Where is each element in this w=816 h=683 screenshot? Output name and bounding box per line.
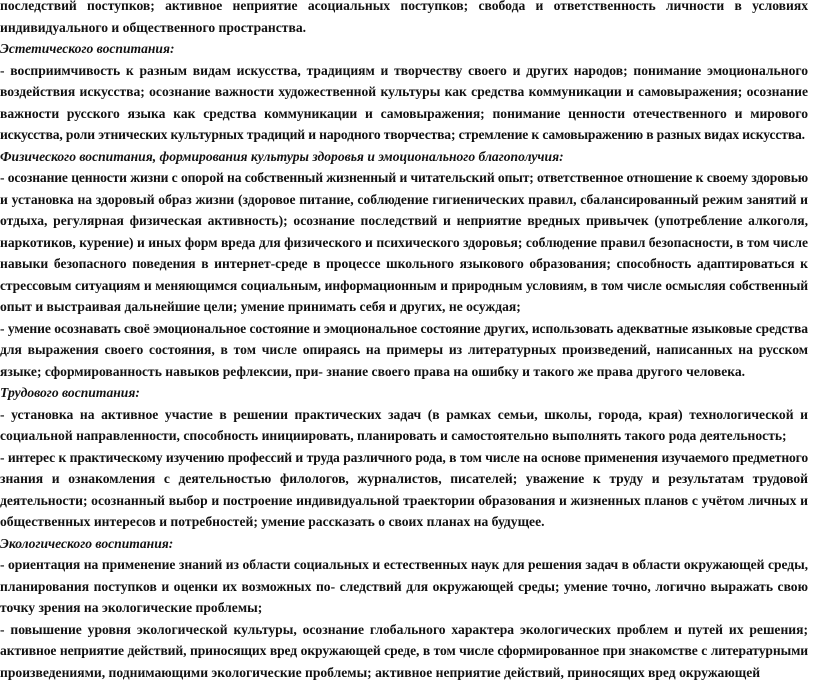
section-heading: Эстетического воспитания: bbox=[0, 38, 808, 60]
text-line: искусства, роли этнических культурных традиций и народного творчества; стремление к самовыражению в разных видах искусства. bbox=[0, 124, 808, 146]
text-line: языке; сформированность навыков рефлексии, при- знание своего права на ошибку и такого же права другого человека. bbox=[0, 361, 808, 383]
section-heading: Трудового воспитания: bbox=[0, 382, 808, 404]
text-line: последствий поступков; активное неприятие асоциальных поступков; свобода и ответственность личности в условиях bbox=[0, 0, 808, 17]
text-line: навыки безопасного поведения в интернет-среде в процессе школьного языкового образования; способность адаптироваться к bbox=[0, 253, 808, 275]
section-heading: Физического воспитания, формирования культуры здоровья и эмоционального благополучия: bbox=[0, 146, 808, 168]
text-line: произведениями, поднимающими экологические проблемы; активное неприятие действий, приносящих вред окружающей bbox=[0, 662, 808, 683]
paragraph bbox=[0, 447, 808, 533]
text-line: важности русского языка как средства коммуникации и самовыражения; понимание ценности отечественного и мирового bbox=[0, 103, 808, 125]
text-line: - восприимчивость к разным видам искусства, традициям и творчеству своего и других народов; понимание эмоционального bbox=[0, 60, 808, 82]
text-line: стрессовым ситуациям и меняющимся социальным, информационным и природным условиям, в том числе осмысляя собственный bbox=[0, 275, 808, 297]
text-line: и установка на здоровый образ жизни (здоровое питание, соблюдение гигиенических правил, сбалансированный режим занятий и bbox=[0, 189, 808, 211]
text-line: - установка на активное участие в решении практических задач (в рамках семьи, школы, города, края) технологической и bbox=[0, 404, 808, 426]
text-line: деятельности; осознанный выбор и построение индивидуальной траектории образования и жизненных планов с учётом личных и bbox=[0, 490, 808, 512]
text-line: планирования поступков и оценки их возможных по- следствий для окружающей среды; умение точно, логично выражать свою bbox=[0, 576, 808, 598]
text-line: общественных интересов и потребностей; умение рассказать о своих планах на будущее. bbox=[0, 511, 808, 533]
text-line: - интерес к практическому изучению профессий и труда различного рода, в том числе на основе применения изучаемого предметного bbox=[0, 447, 808, 469]
text-line: - ориентация на применение знаний из области социальных и естественных наук для решения задач в области окружающей среды, bbox=[0, 554, 808, 576]
text-line: опыт и выстраивая дальнейшие цели; умение принимать себя и других, не осуждая; bbox=[0, 296, 808, 318]
text-line: наркотиков, курение) и иных форм вреда для физического и психического здоровья; соблюдение правил безопасности, в том числе bbox=[0, 232, 808, 254]
paragraph bbox=[0, 554, 808, 619]
section-heading: Экологического воспитания: bbox=[0, 533, 808, 555]
paragraph bbox=[0, 619, 808, 683]
text-line: социальной направленности, способность инициировать, планировать и самостоятельно выполнять такого рода деятельность; bbox=[0, 425, 808, 447]
text-line: отдыха, регулярная физическая активность); осознание последствий и неприятие вредных привычек (употребление алкоголя, bbox=[0, 210, 808, 232]
text-line: точку зрения на экологические проблемы; bbox=[0, 597, 808, 619]
text-line: - умение осознавать своё эмоциональное состояние и эмоциональное состояние других, использовать адекватные языковые средства bbox=[0, 318, 808, 340]
text-line: - повышение уровня экологической культуры, осознание глобального характера экологических проблем и путей их решения; bbox=[0, 619, 808, 641]
text-line: воздействия искусства; осознание важности художественной культуры как средства коммуникации и самовыражения; осознание bbox=[0, 81, 808, 103]
text-line: - осознание ценности жизни с опорой на собственный жизненный и читательский опыт; ответственное отношение к своему здоровью bbox=[0, 167, 808, 189]
text-line: знания и ознакомления с деятельностью филологов, журналистов, писателей; уважение к труду и результатам трудовой bbox=[0, 468, 808, 490]
paragraph bbox=[0, 318, 808, 383]
paragraph bbox=[0, 404, 808, 447]
paragraph bbox=[0, 0, 808, 38]
text-line: активное неприятие действий, приносящих вред окружающей среде, в том числе сформированное при знакомстве с литературными bbox=[0, 640, 808, 662]
paragraph bbox=[0, 167, 808, 318]
paragraph bbox=[0, 60, 808, 146]
text-line: индивидуального и общественного пространства. bbox=[0, 17, 808, 39]
text-line: для выражения своего состояния, в том числе опираясь на примеры из литературных произведений, написанных на русском bbox=[0, 339, 808, 361]
